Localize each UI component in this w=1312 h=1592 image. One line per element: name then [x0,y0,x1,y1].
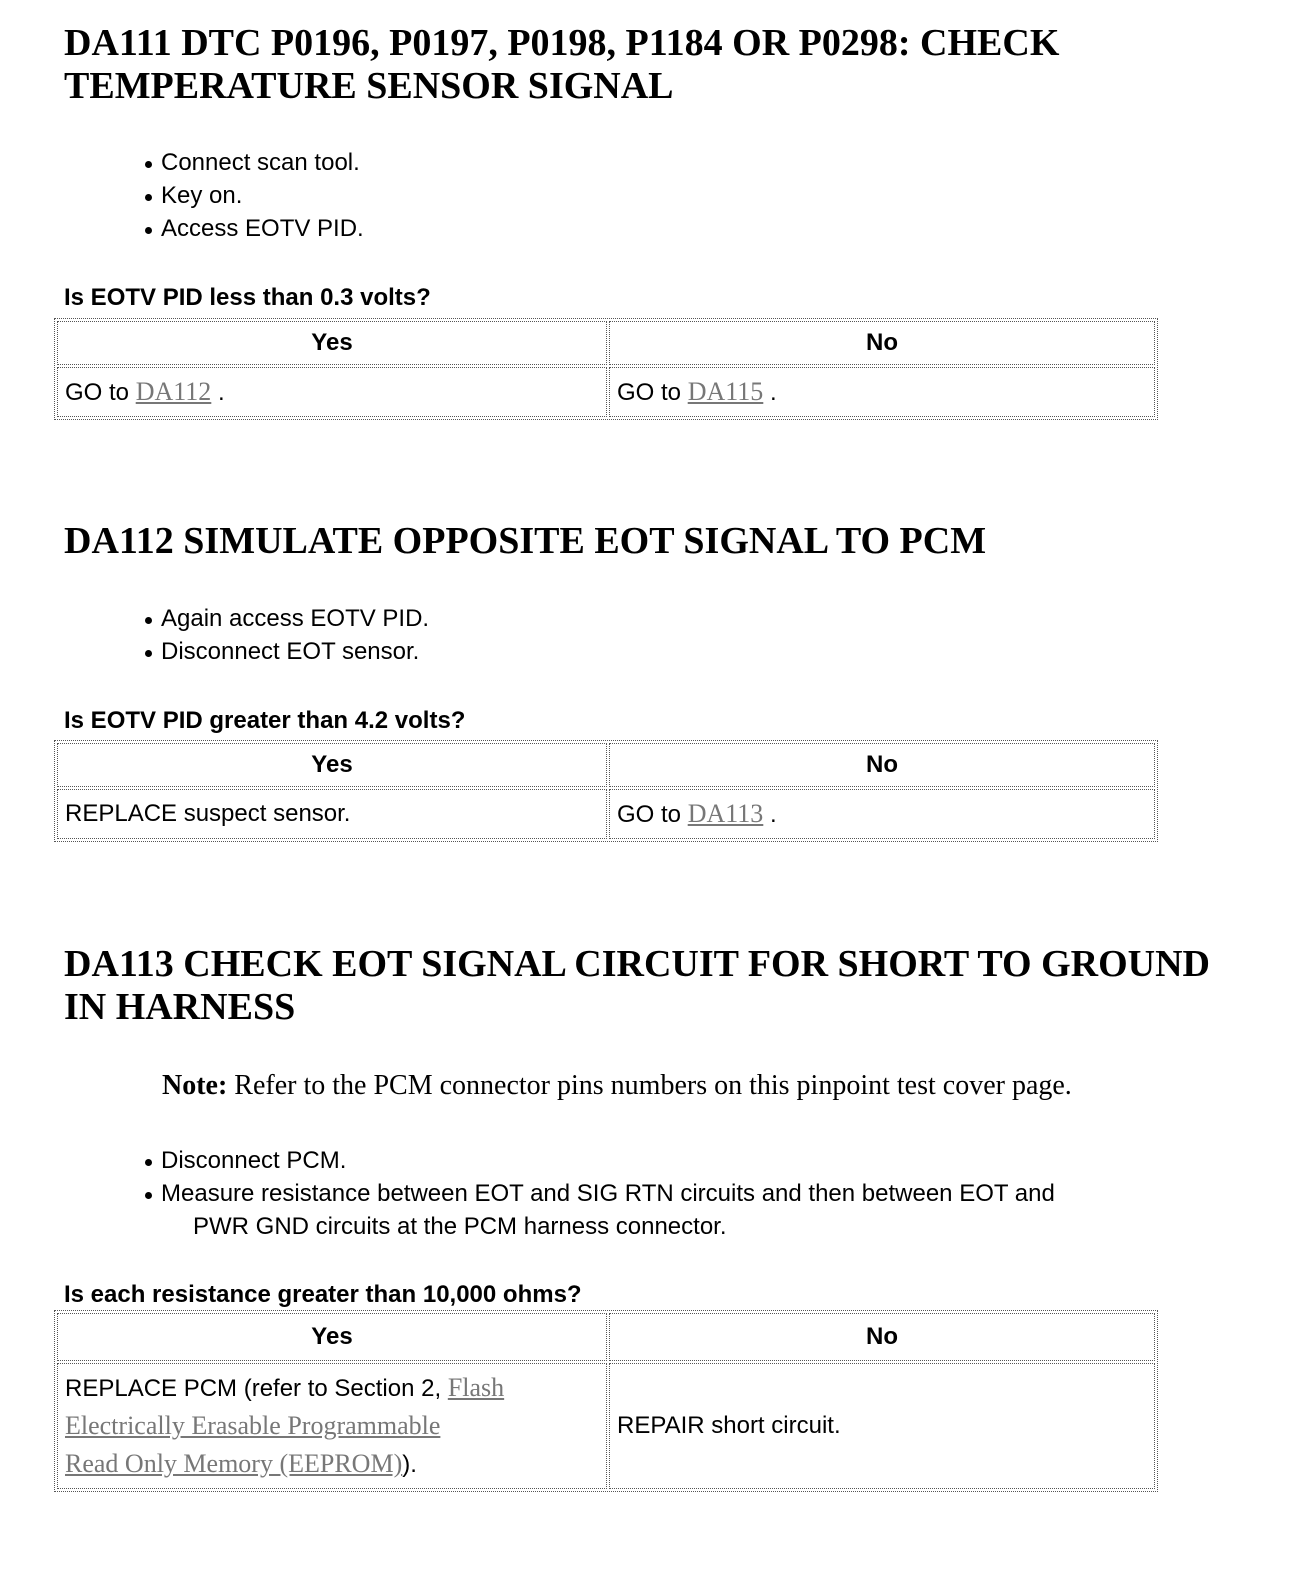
no-header: No [609,321,1155,365]
heading-line: DA113 CHECK EOT SIGNAL CIRCUIT FOR SHORT TO GROUND [64,943,1210,985]
no-header: No [609,743,1155,787]
no-cell: GO to DA113 . [609,789,1155,839]
step-item: Access EOTV PID. [140,212,364,245]
step-list-da112 [140,602,429,668]
heading-line: DA111 DTC P0196, P0197, P0198, P1184 OR P0298: CHECK [64,22,1060,64]
heading-line: DA112 SIMULATE OPPOSITE EOT SIGNAL TO PCM [64,520,987,562]
answer-table-da111 [54,318,1158,420]
link-da113[interactable]: DA113 [687,799,764,828]
yes-header: Yes [57,743,607,787]
yes-cell: REPLACE PCM (refer to Section 2, Flash Electrically Erasable Programmable Read Only Memory (EEPROM)). [57,1363,607,1489]
yes-header: Yes [57,1313,607,1361]
note-label: Note: [162,1070,228,1101]
link-da112[interactable]: DA112 [135,377,212,406]
step-list-da111 [140,146,364,245]
heading-line: IN HARNESS [64,986,296,1028]
answer-table-da112 [54,740,1158,842]
section-heading-da111 [64,22,1059,108]
step-item: Disconnect PCM. [140,1144,1055,1177]
question-da111: Is EOTV PID less than 0.3 volts? [64,284,431,311]
step-item: Connect scan tool. [140,146,364,179]
section-heading-da113 [64,943,1210,1029]
link-flash-eeprom[interactable]: Flash Electrically Erasable Programmable Read Only Memory (EEPROM) [65,1373,505,1478]
step-item: Key on. [140,179,364,212]
link-da115[interactable]: DA115 [687,377,764,406]
yes-cell: GO to DA112 . [57,367,607,417]
heading-line: TEMPERATURE SENSOR SIGNAL [64,65,674,107]
section-heading-da112 [64,520,986,563]
note [162,1070,1072,1102]
no-cell: GO to DA115 . [609,367,1155,417]
no-cell: REPAIR short circuit. [609,1363,1155,1489]
note-text: Refer to the PCM connector pins numbers on this pinpoint test cover page. [234,1070,1072,1101]
no-header: No [609,1313,1155,1361]
step-item: Again access EOTV PID. [140,602,429,635]
answer-table-da113 [54,1310,1158,1492]
yes-header: Yes [57,321,607,365]
question-da112: Is EOTV PID greater than 4.2 volts? [64,707,466,734]
yes-cell: REPLACE suspect sensor. [57,789,607,839]
step-list-da113 [140,1144,1055,1243]
question-da113: Is each resistance greater than 10,000 ohms? [64,1281,582,1308]
step-item: Measure resistance between EOT and SIG RTN circuits and then between EOT and PWR GND circuits at the PCM harness connector. [140,1177,1055,1243]
step-item: Disconnect EOT sensor. [140,635,429,668]
